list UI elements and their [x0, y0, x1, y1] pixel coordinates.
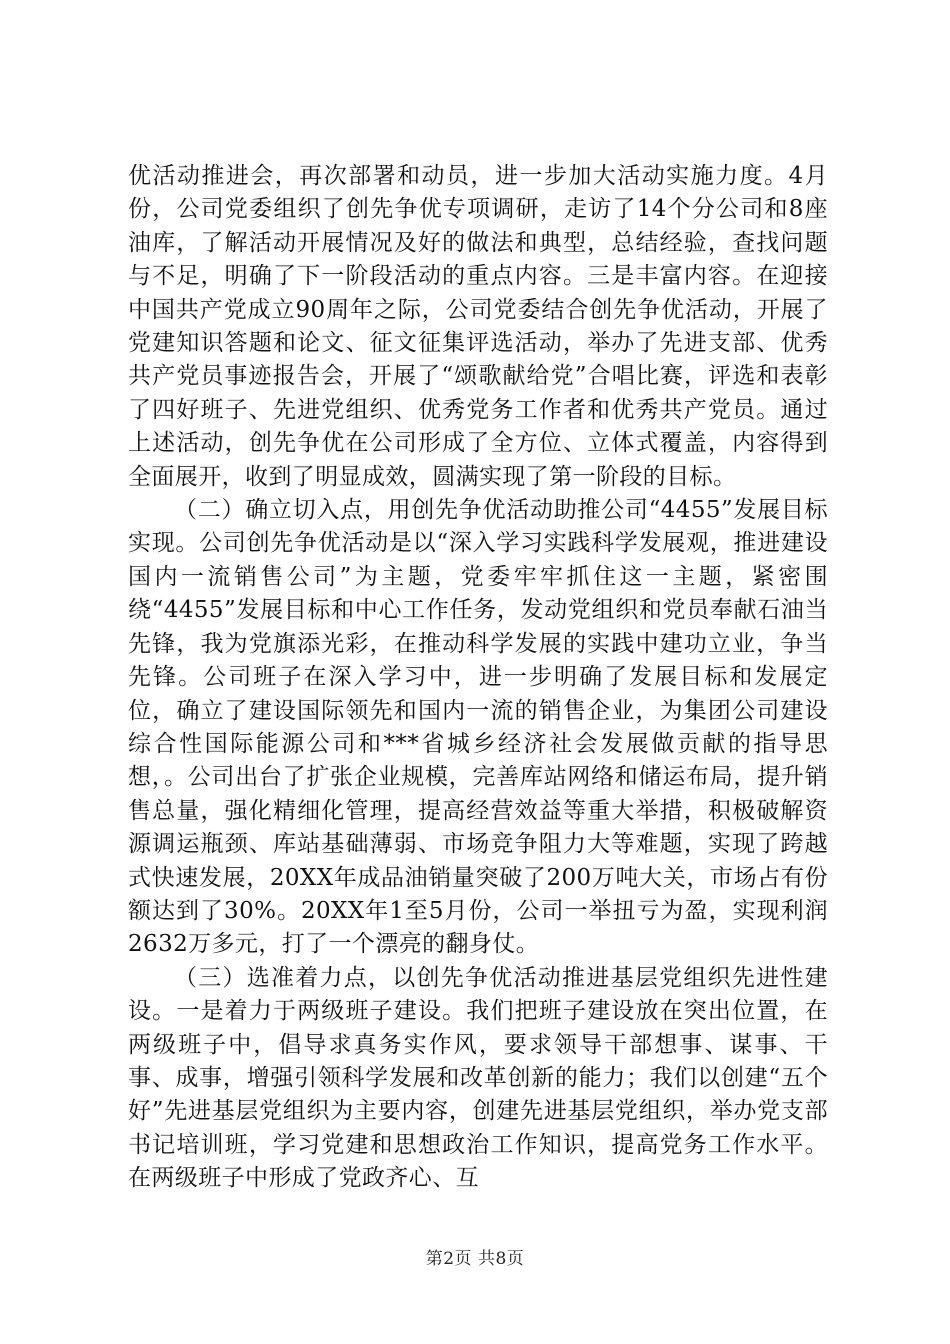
paragraph-1: 优活动推进会，再次部署和动员，进一步加大活动实施力度。4月份，公司党委组织了创先争优专项调研，走访了14个分公司和8座油库，了解活动开展情况及好的做法和典型，总结经验，查找问题与不足，明确了下一阶段活动的重点内容。三是丰富内容。在迎接中国共产党成立90周年之际，公司党委结合创先争优活动，开展了党建知识答题和论文、征文征集评选活动，举办了先进支部、优秀共产党员事迹报告会，开展了“颂歌献给党”合唱比赛，评选和表彰了四好班子、先进党组织、优秀党务工作者和优秀共产党员。通过上述活动，创先争优在公司形成了全方位、立体式覆盖，内容得到全面展开，收到了明显成效，圆满实现了第一阶段的目标。 [128, 163, 828, 490]
page-number-footer: 第2页 共8页 [425, 1249, 525, 1269]
paragraph-3: （三）选准着力点，以创先争优活动推进基层党组织先进性建设。一是着力于两级班子建设。我们把班子建设放在突出位置，在两级班子中，倡导求真务实作风，要求领导干部想事、谋事、干事、成事，增强引领科学发展和改革创新的能力；我们以创建“五个好”先进基层党组织为主要内容，创建先进基层党组织，举办党支部书记培训班，学习党建和思想政治工作知识，提高党务工作水平。在两级班子中形成了党政齐心、互 [128, 964, 828, 1192]
paragraph-2: （二）确立切入点，用创先争优活动助推公司“4455”发展目标实现。公司创先争优活动是以“深入学习实践科学发展观，推进建设国内一流销售公司”为主题，党委牢牢抓住这一主题，紧密围绕“4455”发展目标和中心工作任务，发动党组织和党员奉献石油当先锋，我为党旗添光彩，在推动科学发展的实践中建功立业，争当先锋。公司班子在深入学习中，进一步明确了发展目标和发展定位，确立了建设国际领先和国内一流的销售企业，为集团公司建设综合性国际能源公司和***省城乡经济社会发展做贡献的指导思想，。公司出台了扩张企业规模，完善库站网络和储运布局，提升销售总量，强化精细化管理，提高经营效益等重大举措，积极破解资源调运瓶颈、库站基础薄弱、市场竞争阻力大等难题，实现了跨越式快速发展，20XX年成品油销量突破了200万吨大关，市场占有份额达到了30%。20XX年1至5月份，公司一举扭亏为盈，实现利润2632万多元，打了一个漂亮的翻身仗。 [128, 497, 828, 958]
document-body [128, 160, 828, 1196]
